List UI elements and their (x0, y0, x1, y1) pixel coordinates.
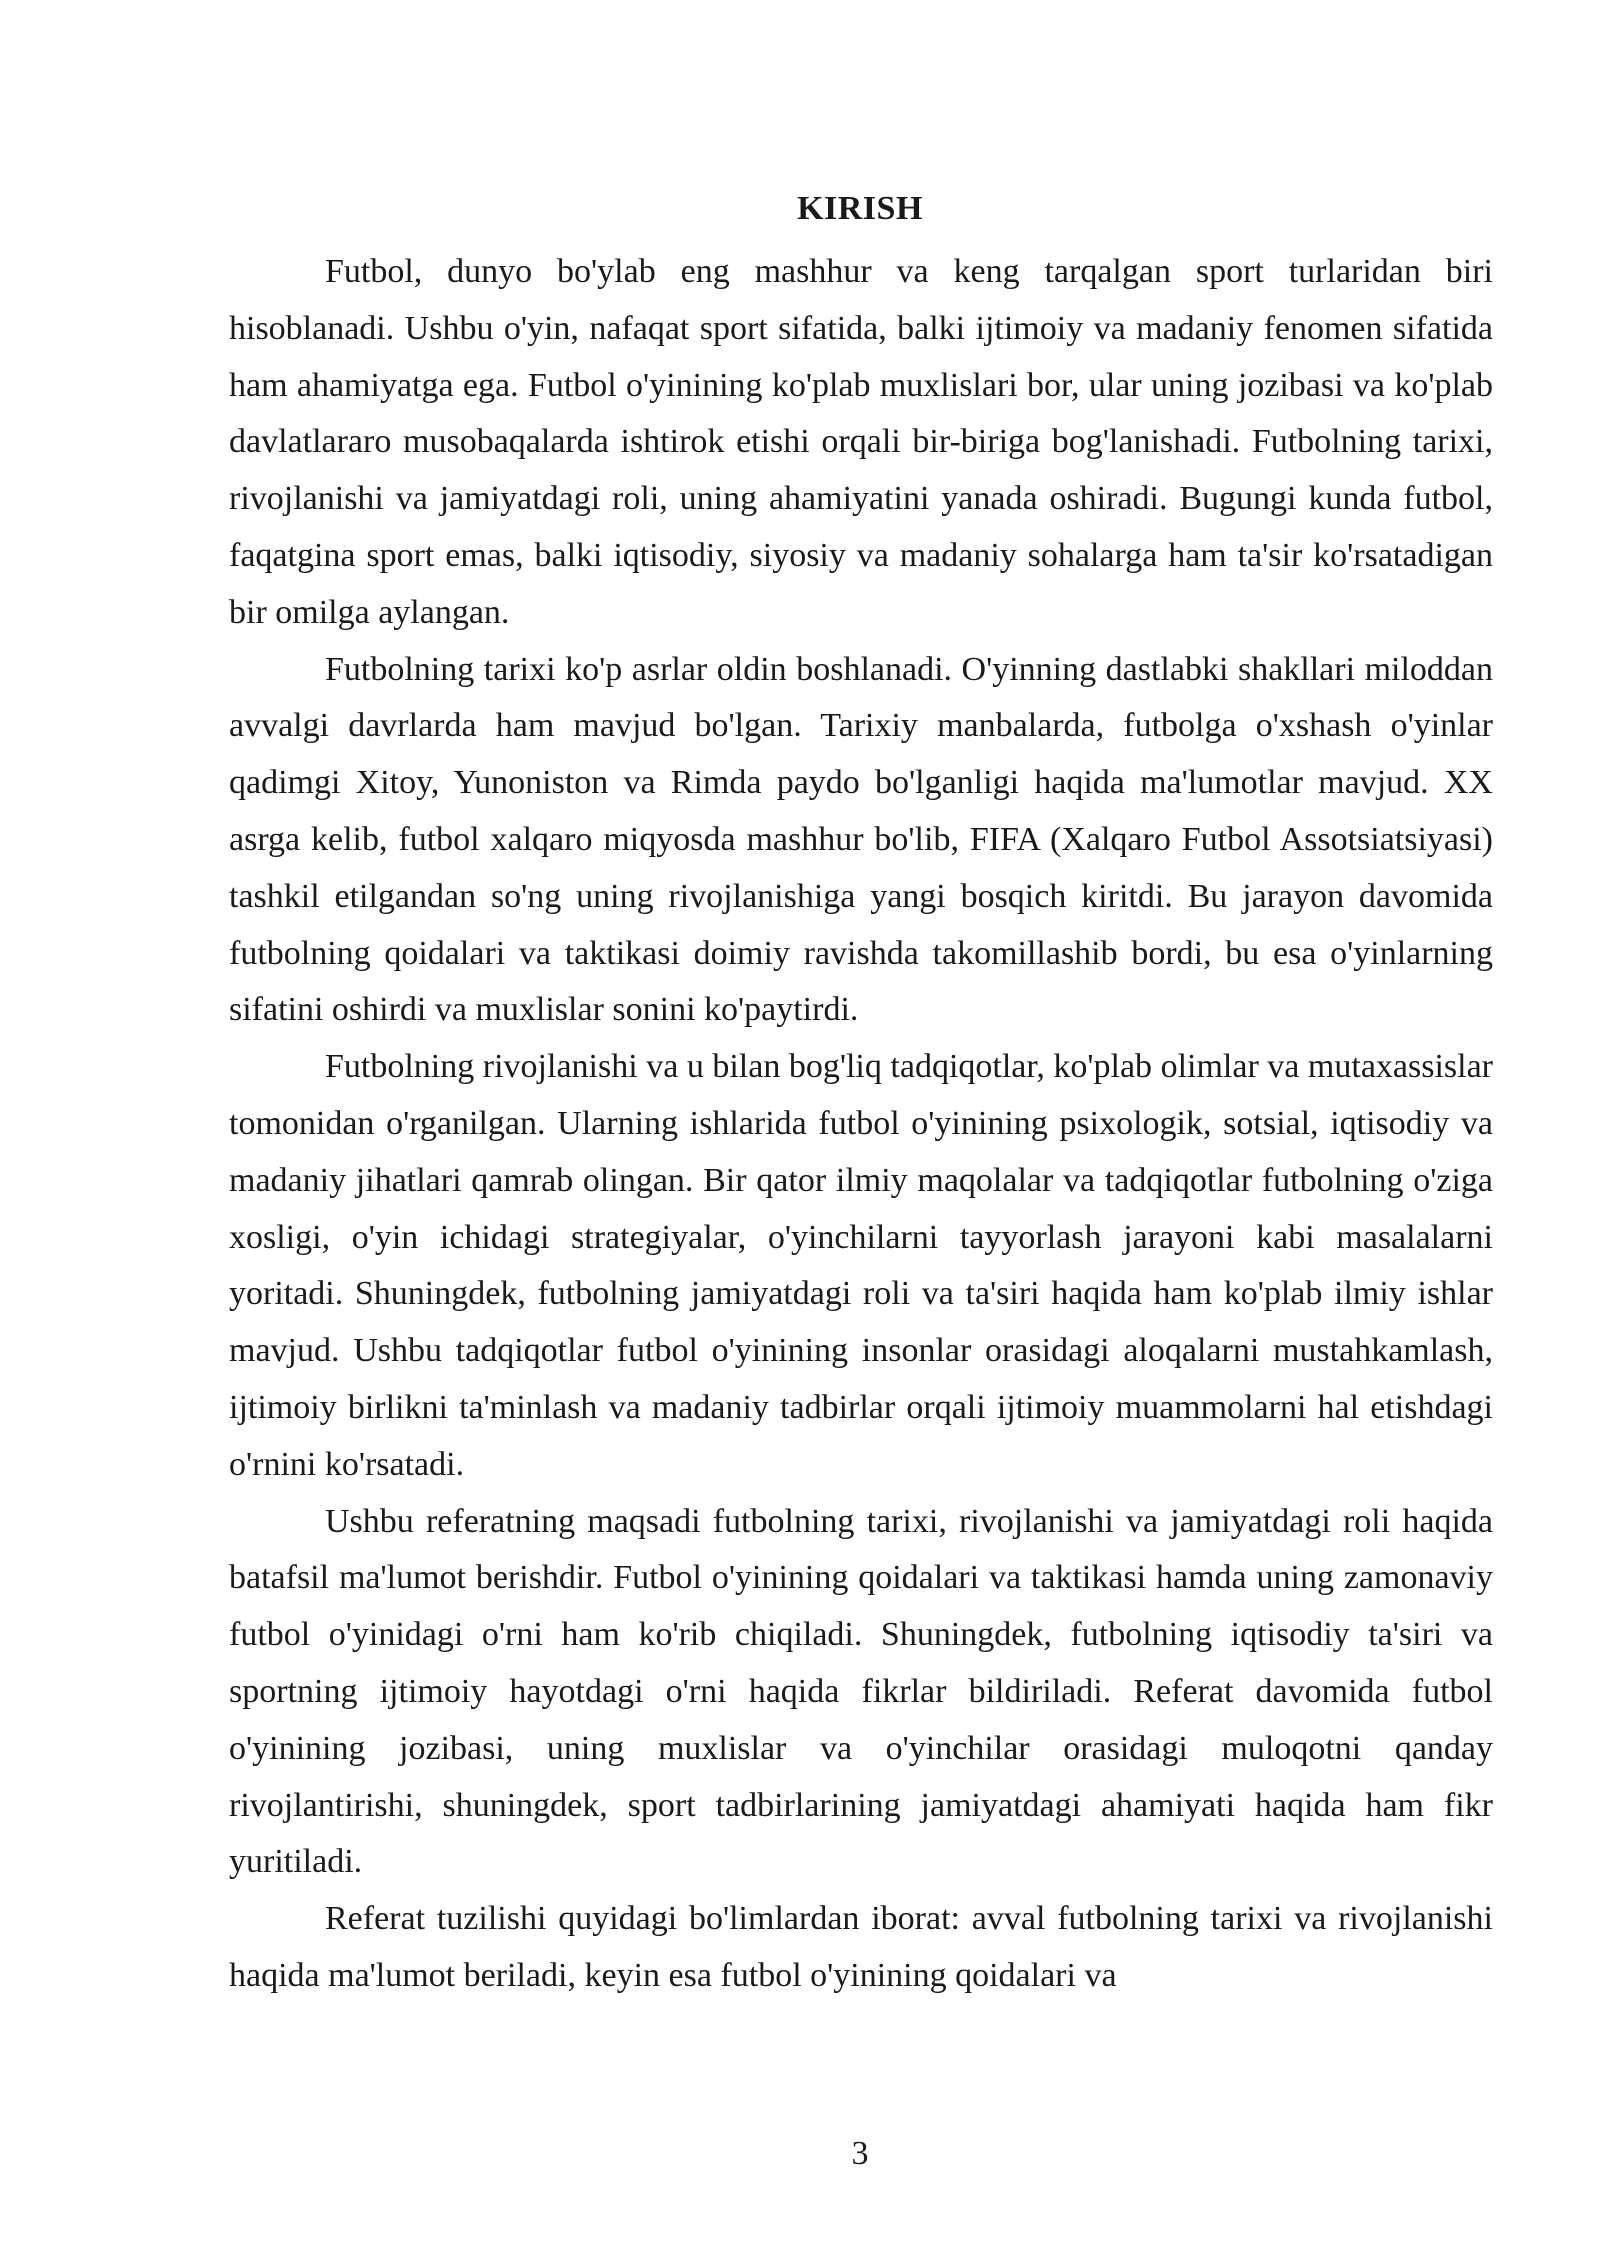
page-number: 3 (851, 2135, 869, 2172)
paragraph-5: Referat tuzilishi quyidagi bo'limlardan iborat: avval futbolning tarixi va rivojlanishi haqida ma'lumot beriladi, keyin esa futbol o'yinining qoidalari va (229, 1900, 1493, 1994)
section-title: KIRISH (797, 189, 923, 227)
paragraph-3: Futbolning rivojlanishi va u bilan bog'liq tadqiqotlar, ko'plab olimlar va mutaxassislar tomonidan o'rganilgan. Ularning ishlarida futbol o'yinining psixologik, sotsial, iqtisodiy va madaniy jihatlari qamrab olingan. Bir qator ilmiy maqolalar va tadqiqotlar futbolning o'ziga xosligi, o'yin ichidagi strategiyalar, o'yinchilarni tayyorlash jarayoni kabi masalalarni yoritadi. Shuningdek, futbolning jamiyatdagi roli va ta'siri haqida ham ko'plab ilmiy ishlar mavjud. Ushbu tadqiqotlar futbol o'yinining insonlar orasidagi aloqalarni mustahkamlash, ijtimoiy birlikni ta'minlash va madaniy tadbirlar orqali ijtimoiy muammolarni hal etishdagi o'rnini ko'rsatadi. (229, 1048, 1493, 1483)
body-text (229, 244, 1493, 2005)
paragraph-1: Futbol, dunyo bo'ylab eng mashhur va keng tarqalgan sport turlaridan biri hisoblanadi. Ushbu o'yin, nafaqat sport sifatida, balki ijtimoiy va madaniy fenomen sifatida ham ahamiyatga ega. Futbol o'yinining ko'plab muxlislari bor, ular uning jozibasi va ko'plab davlatlararo musobaqalarda ishtirok etishi orqali bir-biriga bog'lanishadi. Futbolning tarixi, rivojlanishi va jamiyatdagi roli, uning ahamiyatini yanada oshiradi. Bugungi kunda futbol, faqatgina sport emas, balki iqtisodiy, siyosiy va madaniy sohalarga ham ta'sir ko'rsatadigan bir omilga aylangan. (229, 253, 1493, 631)
paragraph-4: Ushbu referatning maqsadi futbolning tarixi, rivojlanishi va jamiyatdagi roli haqida batafsil ma'lumot berishdir. Futbol o'yinining qoidalari va taktikasi hamda uning zamonaviy futbol o'yinidagi o'rni ham ko'rib chiqiladi. Shuningdek, futbolning iqtisodiy ta'siri va sportning ijtimoiy hayotdagi o'rni haqida fikrlar bildiriladi. Referat davomida futbol o'yinining jozibasi, uning muxlislar va o'yinchilar orasidagi muloqotni qanday rivojlantirishi, shuningdek, sport tadbirlarining jamiyatdagi ahamiyati haqida ham fikr yuritiladi. (229, 1502, 1493, 1881)
paragraph-2: Futbolning tarixi ko'p asrlar oldin boshlanadi. O'yinning dastlabki shakllari miloddan avvalgi davrlarda ham mavjud bo'lgan. Tarixiy manbalarda, futbolga o'xshash o'yinlar qadimgi Xitoy, Yunoniston va Rimda paydo bo'lganligi haqida ma'lumotlar mavjud. XX asrga kelib, futbol xalqaro miqyosda mashhur bo'lib, FIFA (Xalqaro Futbol Assotsiatsiyasi) tashkil etilgandan so'ng uning rivojlanishiga yangi bosqich kiritdi. Bu jarayon davomida futbolning qoidalari va taktikasi doimiy ravishda takomillashib bordi, bu esa o'yinlarning sifatini oshirdi va muxlislar sonini ko'paytirdi. (229, 650, 1493, 1029)
